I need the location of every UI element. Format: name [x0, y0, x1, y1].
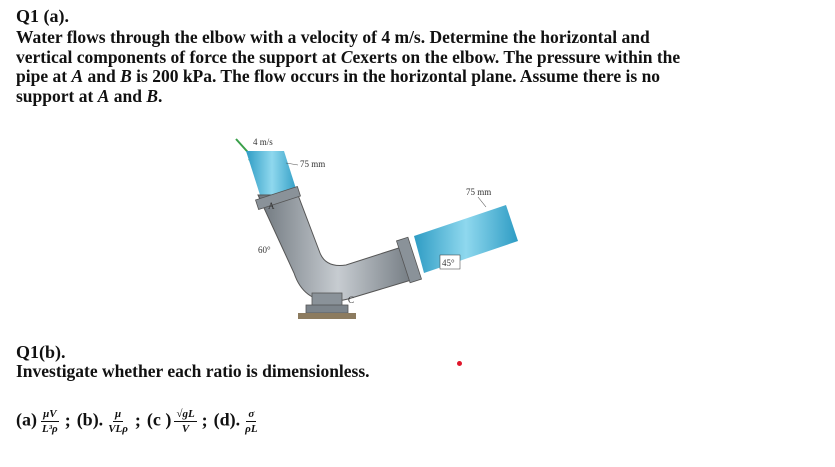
variable-symbol: C [340, 46, 353, 67]
variable-symbol: A [97, 85, 110, 106]
angle-b: 45° [442, 258, 455, 268]
outlet-water [414, 205, 518, 273]
text-segment: and [83, 66, 121, 86]
variable-symbol: B [146, 85, 159, 106]
separator: ; [201, 409, 208, 430]
text-segment: vertical components of force the support at [16, 46, 341, 67]
label-c: C [348, 295, 355, 305]
fraction-denominator: ρL [245, 423, 258, 435]
ground [298, 313, 356, 319]
q1a-line [16, 48, 736, 68]
ratio-fraction [174, 408, 196, 435]
separator: ; [64, 409, 71, 430]
q1b-prompt: Investigate whether each ratio is dimensionless. [16, 361, 370, 381]
q1a-line [16, 67, 736, 87]
ratio-item [16, 408, 73, 435]
velocity-label: 4 m/s [253, 137, 273, 147]
ratio-item [147, 408, 210, 435]
q1b-heading: Q1(b). [16, 342, 66, 362]
variable-symbol: B [120, 66, 132, 86]
ratio-label: (b). [76, 409, 104, 430]
q1a-problem-text [16, 28, 736, 106]
ratio-list [16, 408, 267, 435]
text-segment: is 200 kPa. The flow occurs in the horizontal plane. Assume there is no [131, 66, 661, 86]
fraction-numerator: μV [43, 408, 57, 420]
ratio-item [77, 408, 143, 435]
elbow-pipe [258, 195, 418, 301]
text-segment: . [158, 85, 163, 106]
q1a-line [16, 28, 736, 48]
ratio-fraction [40, 408, 60, 435]
diameter-label-a: 75 mm [300, 159, 326, 169]
q1a-heading: Q1 (a). [16, 6, 69, 26]
variable-symbol: A [71, 66, 84, 86]
fraction-denominator: L³ρ [42, 423, 58, 435]
fraction-numerator: σ [248, 408, 255, 420]
ratio-item [214, 408, 263, 435]
ratio-fraction [243, 408, 259, 435]
angle-a: 60° [258, 245, 271, 255]
diameter-label-b: 75 mm [466, 187, 492, 197]
ratio-fraction [106, 408, 130, 435]
red-dot [457, 361, 462, 366]
separator: ; [134, 409, 141, 430]
fraction-denominator: V [181, 423, 190, 435]
text-segment: exerts on the elbow. The pressure within the [352, 46, 681, 67]
ratio-label: (d). [213, 409, 241, 430]
label-a: A [268, 201, 275, 211]
text-segment: support at [16, 85, 98, 106]
ratio-label: (a) [16, 409, 37, 430]
support-base [306, 305, 348, 313]
text-segment: pipe at [16, 66, 72, 86]
pipe-elbow-figure [228, 133, 528, 333]
fraction-denominator: VLρ [108, 423, 128, 435]
text-segment: Water flows through the elbow with a velocity of 4 m/s. Determine the horizontal and [16, 27, 650, 47]
q1a-line [16, 87, 736, 107]
fraction-numerator: μ [114, 408, 122, 420]
ratio-label: (c ) [146, 409, 172, 430]
text-segment: and [109, 85, 147, 106]
fraction-numerator: √gL [176, 408, 195, 420]
